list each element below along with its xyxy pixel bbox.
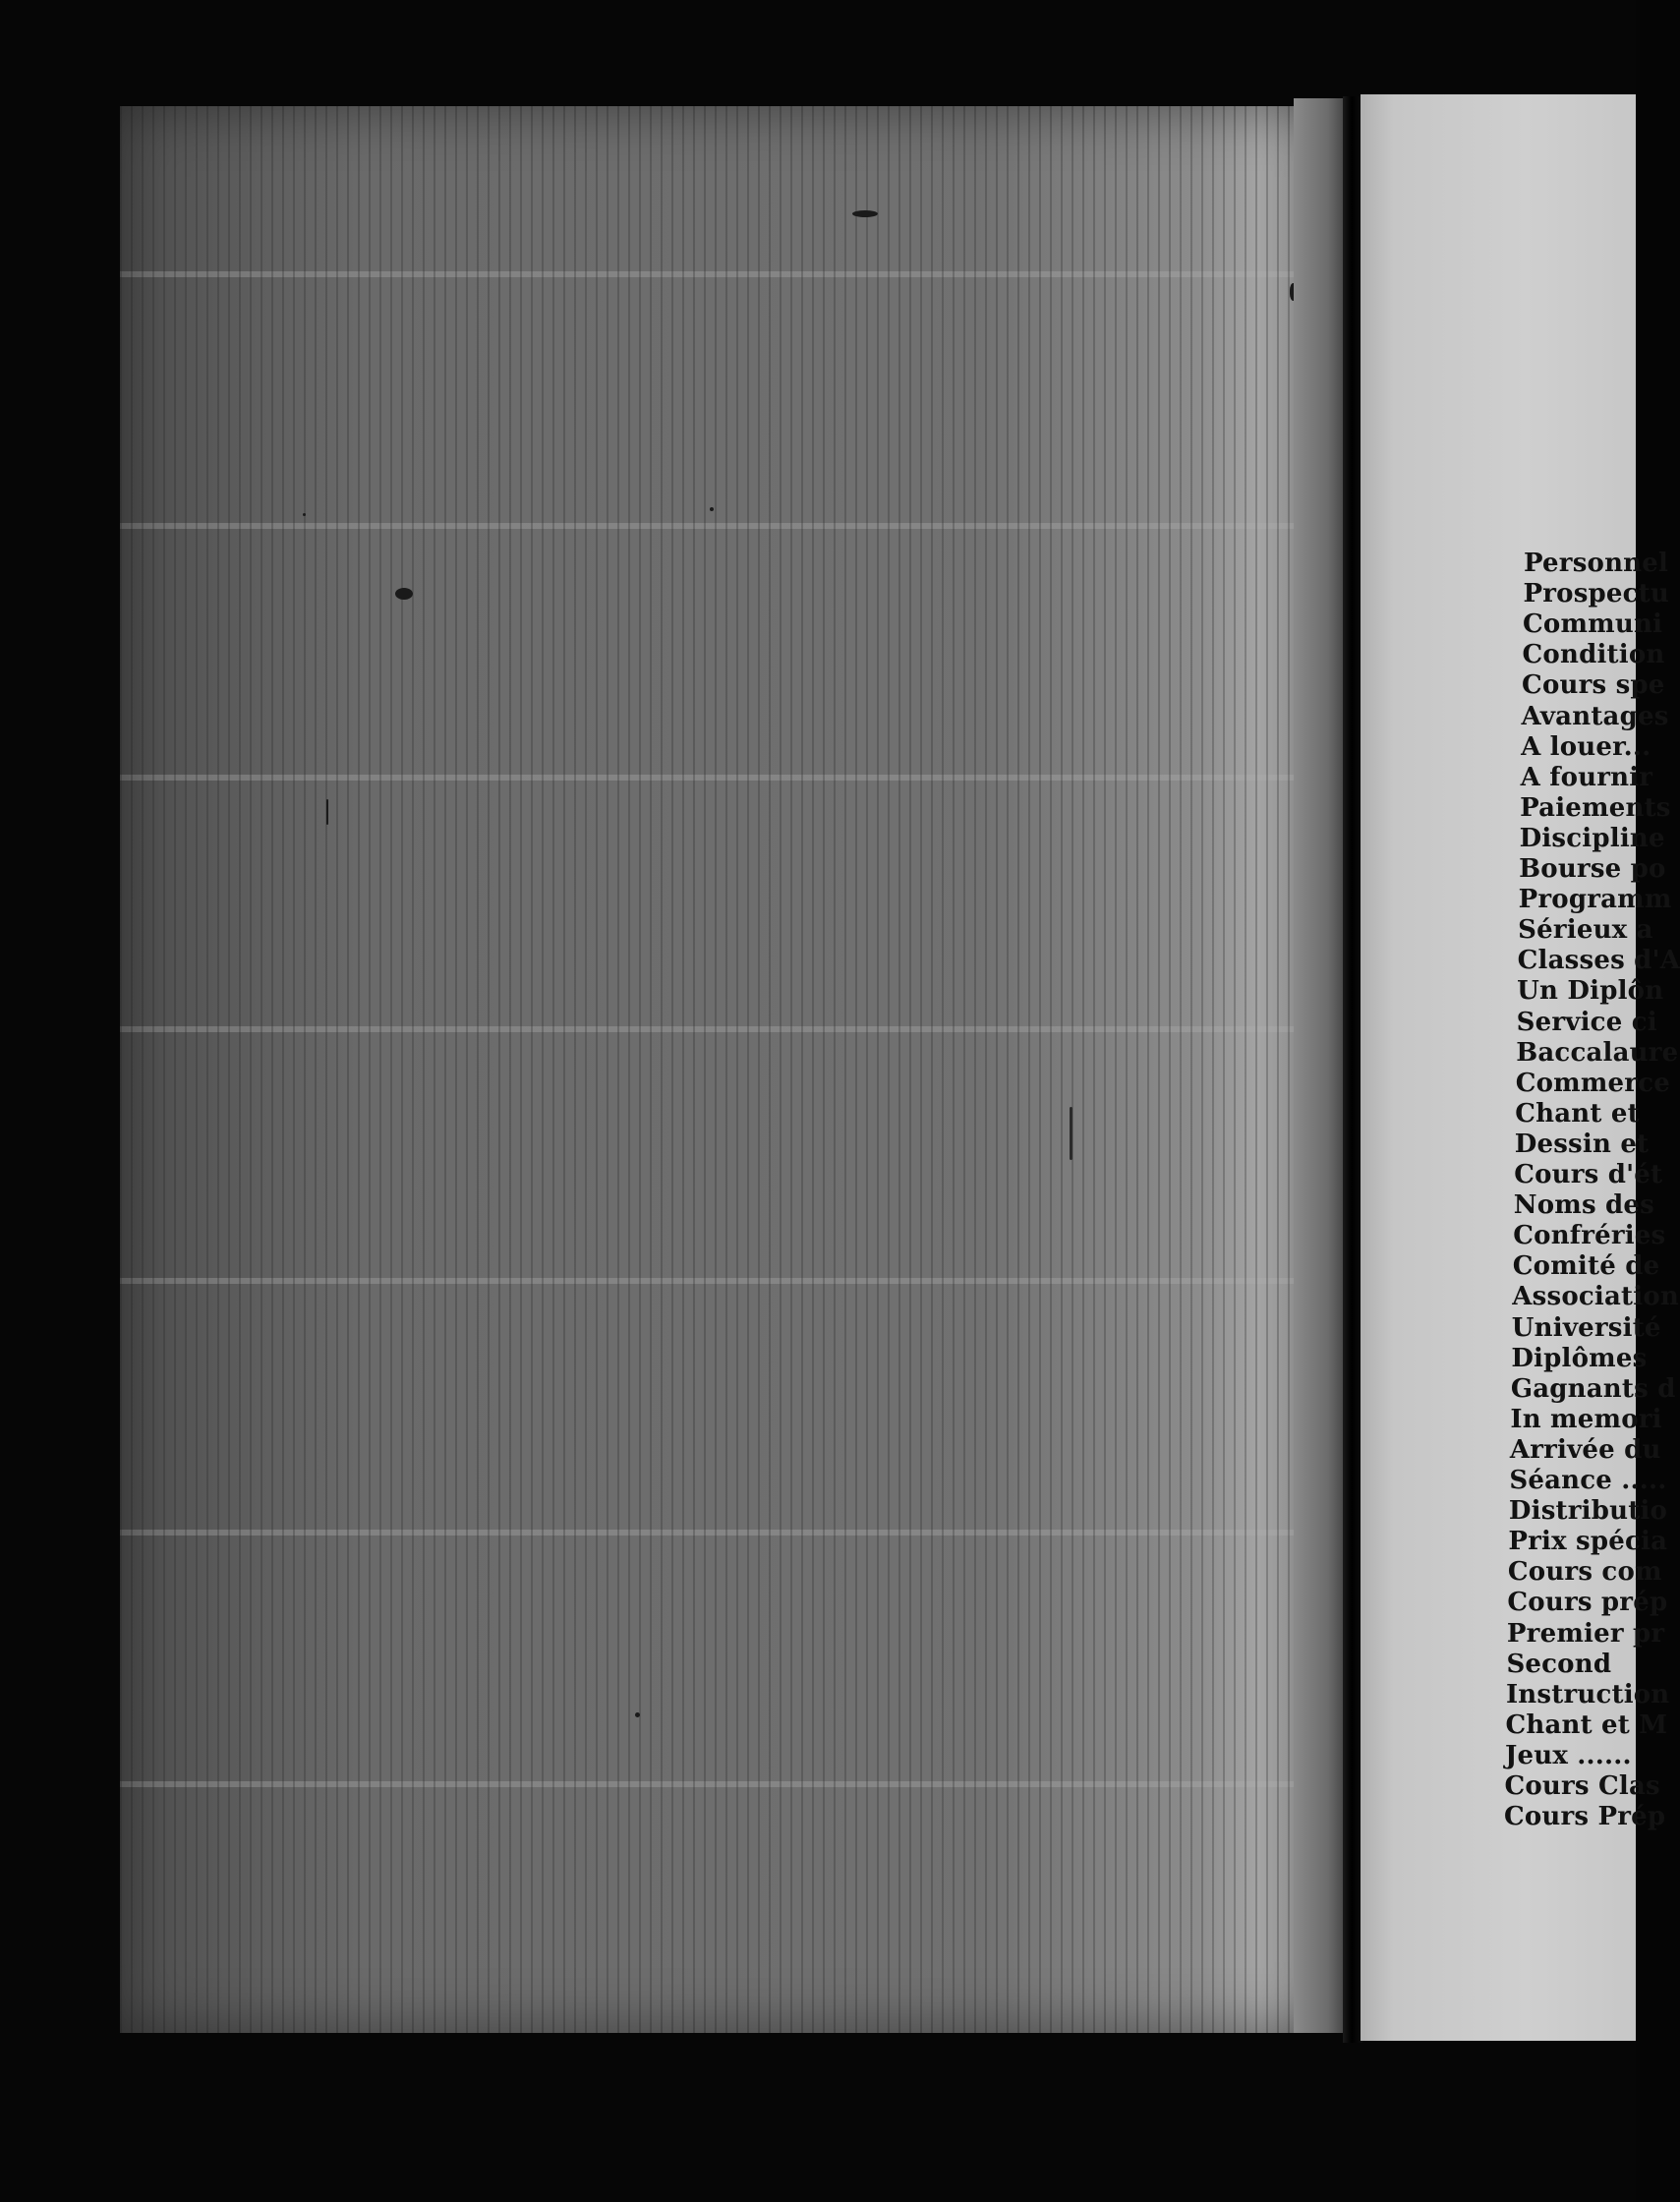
toc-entry: Diplômes (1511, 1343, 1648, 1373)
toc-entry: Association (1512, 1282, 1679, 1312)
toc-entry: Cours Clas (1504, 1771, 1660, 1801)
toc-entry: Sérieux a (1518, 915, 1653, 946)
toc-entry: Jeux ...... (1504, 1740, 1632, 1770)
page-edge (1294, 98, 1343, 2033)
toc-entry: Un Diplôn (1517, 976, 1664, 1007)
toc-entry: Discipline (1519, 823, 1665, 853)
toc-entry: Bourse po (1519, 854, 1666, 884)
toc-entry: A louer... (1521, 731, 1651, 762)
toc-entry: Dessin et (1514, 1129, 1650, 1159)
toc-entry: Prix spécia (1508, 1527, 1668, 1557)
toc-entry: Baccalaure (1516, 1037, 1679, 1068)
toc-entry: Service ci (1516, 1007, 1657, 1037)
toc-entry: Personnel (1524, 549, 1669, 578)
toc-entry: Chant et (1515, 1098, 1640, 1129)
toc-entry: Programm (1518, 885, 1672, 915)
paper-blemish (395, 588, 413, 600)
toc-entry: Cours d'ét (1514, 1160, 1663, 1189)
toc-entry: Avantages (1521, 701, 1669, 731)
toc-entry: Instruction (1505, 1679, 1670, 1709)
toc-entry: Distributio (1508, 1496, 1668, 1527)
toc-entry: A fournir (1520, 762, 1653, 792)
paper-blemish (710, 507, 714, 511)
paper-blemish (303, 513, 306, 516)
toc-entry: Prospectu (1523, 579, 1669, 609)
toc-entry: Cours Prép (1504, 1802, 1666, 1832)
toc-entry: Commerce (1515, 1068, 1670, 1098)
toc-entry: Cours spe (1522, 670, 1665, 701)
toc-entry: Second (1506, 1649, 1612, 1679)
blank-left-page (120, 106, 1345, 2033)
toc-entry: Séance ..... (1509, 1466, 1667, 1495)
toc-entry: Université (1511, 1312, 1661, 1343)
toc-entry: Classes d'A (1517, 946, 1680, 976)
toc-entry: Comité de (1512, 1251, 1660, 1282)
toc-entry: Noms des (1513, 1190, 1655, 1221)
toc-entry: Cours com (1507, 1557, 1662, 1588)
toc-entry: Premier pr (1506, 1618, 1665, 1649)
toc-entry: Paiements (1520, 792, 1671, 823)
toc-entry: Confréries (1513, 1221, 1666, 1251)
toc-entry: In memori (1510, 1404, 1662, 1434)
paper-blemish (852, 210, 878, 217)
toc-entry: Gagnants d (1510, 1373, 1676, 1404)
paper-blemish (326, 799, 328, 825)
table-of-contents-page (1361, 94, 1680, 2041)
toc-entry: Condition (1522, 640, 1665, 670)
book-gutter (1343, 96, 1362, 2043)
paper-blemish (1070, 1107, 1072, 1160)
toc-entry: Cours prép (1507, 1588, 1668, 1618)
toc-entry: Arrivée du (1509, 1434, 1661, 1465)
toc-entry: Communi (1523, 609, 1663, 640)
toc-entry: Chant et M (1505, 1709, 1668, 1740)
paper-blemish (635, 1712, 640, 1717)
